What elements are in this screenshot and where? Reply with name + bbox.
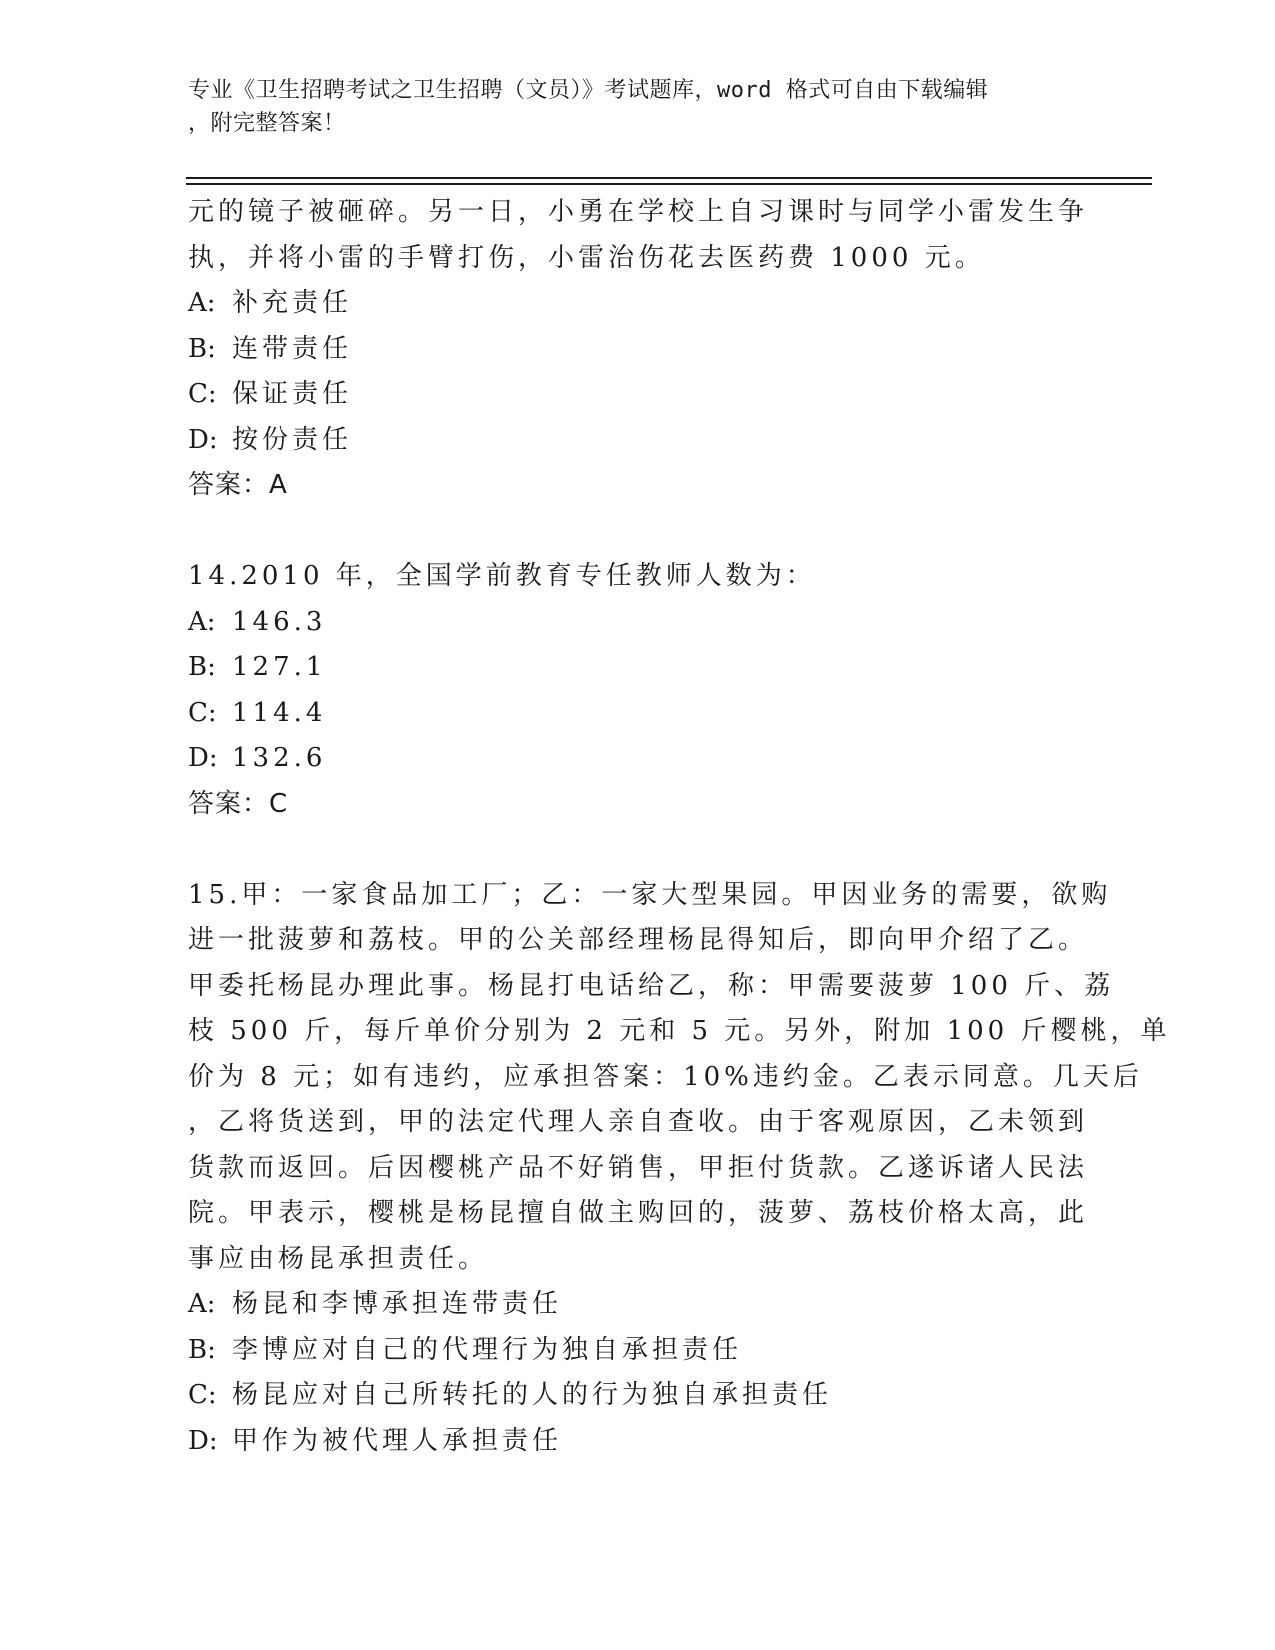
option-letter: C: <box>188 697 217 728</box>
option-text: 杨昆应对自己所转托的人的行为独自承担责任 <box>232 1380 833 1410</box>
option-c <box>188 372 1088 418</box>
option-d <box>188 736 1088 782</box>
header-divider-bottom <box>186 183 1152 185</box>
option-c <box>188 1373 1088 1419</box>
question-text-line: 执，并将小雷的手臂打伤，小雷治伤花去医药费 1000 元。 <box>188 242 985 273</box>
option-text: 114.4 <box>232 697 327 728</box>
question-text-line: 元的镜子被砸碎。另一日，小勇在学校上自习课时与同学小雷发生争 <box>188 197 1089 227</box>
option-text: 132.6 <box>232 743 327 773</box>
option-d <box>188 1419 1088 1465</box>
option-a <box>188 1282 1088 1328</box>
question-text-line: 进一批菠萝和荔枝。甲的公关部经理杨昆得知后，即向甲介绍了乙。 <box>188 925 1089 955</box>
option-a <box>188 281 1088 327</box>
question-text-line: 甲委托杨昆办理此事。杨昆打电话给乙，称：甲需要菠萝 100 斤、荔 <box>188 970 1115 1001</box>
question-text-line: 事应由杨昆承担责任。 <box>188 1243 489 1274</box>
question-text-line: 价为 8 元；如有违约，应承担答案：10%违约金。乙表示同意。几天后 <box>188 1061 1143 1092</box>
option-letter: B: <box>188 1334 216 1365</box>
document-header <box>188 74 1068 140</box>
option-text: 按份责任 <box>232 424 353 455</box>
header-line-2: ，附完整答案！ <box>188 111 346 136</box>
question-15 <box>188 873 1171 1465</box>
option-letter: A: <box>188 288 216 318</box>
question-14 <box>188 554 1088 827</box>
option-b <box>188 327 1088 373</box>
header-divider-top <box>186 177 1152 179</box>
document-body <box>188 190 1171 1464</box>
spacer <box>188 827 1088 873</box>
option-text: 127.1 <box>232 652 327 682</box>
question-text-line: ，乙将货送到，甲的法定代理人亲自查收。由于客观原因，乙未领到 <box>188 1107 1089 1137</box>
option-text: 甲作为被代理人承担责任 <box>232 1425 563 1456</box>
header-line-1: 专业《卫生招聘考试之卫生招聘（文员）》考试题库，word 格式可自由下载编辑 <box>188 78 989 103</box>
answer-line: 答案：C <box>188 788 289 819</box>
question-13-continuation <box>188 190 1088 509</box>
option-letter: B: <box>188 652 216 682</box>
option-text: 保证责任 <box>232 379 353 409</box>
spacer <box>188 509 1088 555</box>
option-letter: D: <box>188 743 218 773</box>
option-text: 补充责任 <box>232 288 353 318</box>
question-text-line: 15.甲：一家食品加工厂；乙：一家大型果园。甲因业务的需要，欲购 <box>188 879 1112 910</box>
question-text-line: 货款而返回。后因樱桃产品不好销售，甲拒付货款。乙遂诉诸人民法 <box>188 1152 1089 1183</box>
option-c <box>188 691 1088 737</box>
option-letter: A: <box>188 1289 216 1319</box>
option-text: 连带责任 <box>232 333 353 364</box>
option-letter: A: <box>188 606 216 637</box>
option-letter: D: <box>188 1425 218 1456</box>
option-letter: C: <box>188 379 217 409</box>
option-letter: B: <box>188 333 216 364</box>
option-text: 杨昆和李博承担连带责任 <box>232 1289 563 1319</box>
option-b <box>188 1328 1088 1374</box>
option-text: 李博应对自己的代理行为独自承担责任 <box>232 1334 743 1365</box>
option-text: 146.3 <box>232 606 327 637</box>
question-text-line: 14.2010 年，全国学前教育专任教师人数为： <box>188 561 816 591</box>
answer-line: 答案：A <box>188 470 288 500</box>
option-a <box>188 600 1088 646</box>
option-letter: C: <box>188 1380 217 1410</box>
option-d <box>188 418 1088 464</box>
question-text-line: 院。甲表示，樱桃是杨昆擅自做主购回的，菠萝、荔枝价格太高，此 <box>188 1198 1089 1228</box>
question-text-line: 枝 500 斤，每斤单价分别为 2 元和 5 元。另外，附加 100 斤樱桃，单 <box>188 1016 1171 1046</box>
option-b <box>188 645 1088 691</box>
option-letter: D: <box>188 424 218 455</box>
